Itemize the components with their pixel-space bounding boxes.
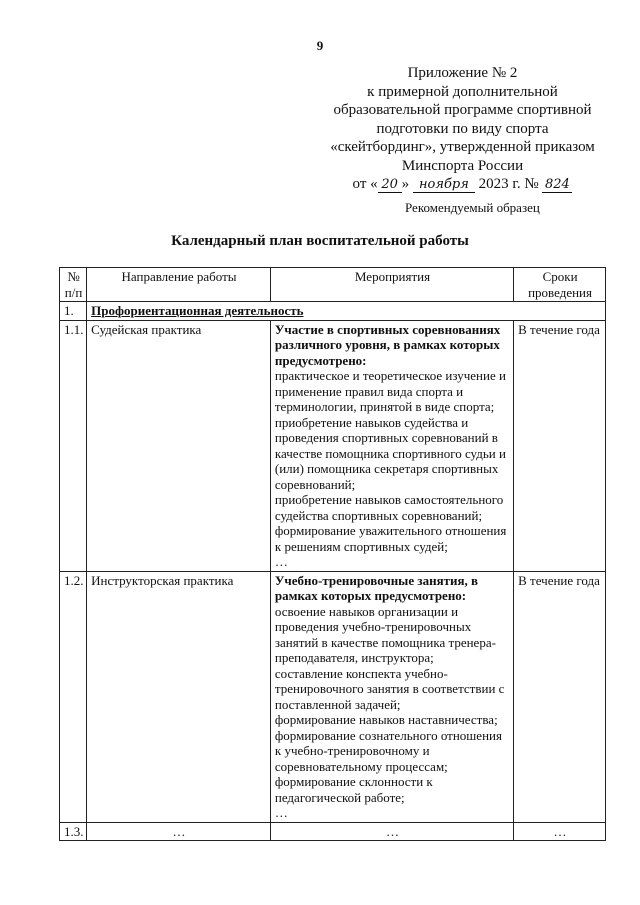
row-events [270,320,513,571]
row-term: … [514,822,606,841]
handwritten-month: ноября [413,178,475,193]
event-item: практическое и теоретическое изучение и применение правил вида спорта и терминологии, принятой в виде спорта; [274,368,506,414]
row-events: … [270,822,513,841]
event-item: формирование уважительного отношения к решениям спортивных судей; [274,523,507,554]
appendix-line: Минспорта России [401,157,524,174]
event-item: освоение навыков организации и проведения учебно-тренировочных занятий в качестве помощника тренера-преподавателя, инструктора; [274,603,496,665]
row-direction: Судейская практика [87,320,271,571]
row-num: 1.3. [60,822,87,841]
event-item: приобретение навыков судейства и проведения спортивных соревнований в качестве помощника спортивного судьи и (или) помощника секретаря спортивных соревнований; [274,414,506,492]
event-item: … [274,805,288,820]
row-events [270,571,513,822]
date-mid: » [401,176,410,192]
table-header-row [60,268,606,302]
event-heading: Участие в спортивных соревнованиях различного уровня, в рамках которых предусмотрено: [274,321,501,368]
table-row [60,571,606,822]
event-item: формирование склонности к педагогической работе; [274,774,433,805]
row-num: 1.2. [60,571,87,822]
row-direction: … [87,822,271,841]
header-events: Мероприятия [270,268,513,302]
table-row [60,320,606,571]
document-title: Календарный план воспитательной работы [171,233,469,249]
handwritten-day: 20 [378,178,402,193]
appendix-line: образовательной программе спортивной [333,102,592,118]
order-date-line [320,175,605,194]
appendix-line: подготовки по виду спорта [376,120,549,137]
plan-table [59,267,606,841]
appendix-line: Приложение № 2 [407,65,518,81]
event-item: формирование сознательного отношения к учебно-тренировочному и соревновательному процессам; [274,727,502,774]
appendix-line: «скейтбординг», утвержденной приказом [330,139,595,155]
row-direction: Инструкторская практика [87,571,271,822]
event-heading: Учебно-тренировочные занятия, в рамках которых предусмотрено: [274,572,479,603]
row-term: В течение года [514,320,606,571]
section-row [60,302,606,321]
year-text: 2023 г. № [478,176,539,192]
event-item: … [274,554,288,569]
row-term: В течение года [514,571,606,822]
event-item: приобретение навыков самостоятельного судейства спортивных соревнований; [274,492,504,523]
handwritten-order-number: 824 [542,178,572,193]
page-number: 9 [316,38,324,53]
header-num: № п/п [60,268,87,302]
appendix-line: к примерной дополнительной [367,83,558,100]
appendix-header [320,64,605,194]
event-item: составление конспекта учебно-тренировочного занятия в соответствии с поставленной задачей; [274,665,505,712]
event-item: формирование навыков наставничества; [274,712,498,727]
table-row [60,822,606,841]
header-direction: Направление работы [87,268,271,302]
recommended-sample-label: Рекомендуемый образец [405,200,540,215]
header-terms: Сроки проведения [514,268,606,302]
section-label: Профориентационная деятельность [87,302,606,321]
date-prefix: от « [352,176,378,192]
row-num: 1.1. [60,320,87,571]
section-num: 1. [60,302,87,321]
